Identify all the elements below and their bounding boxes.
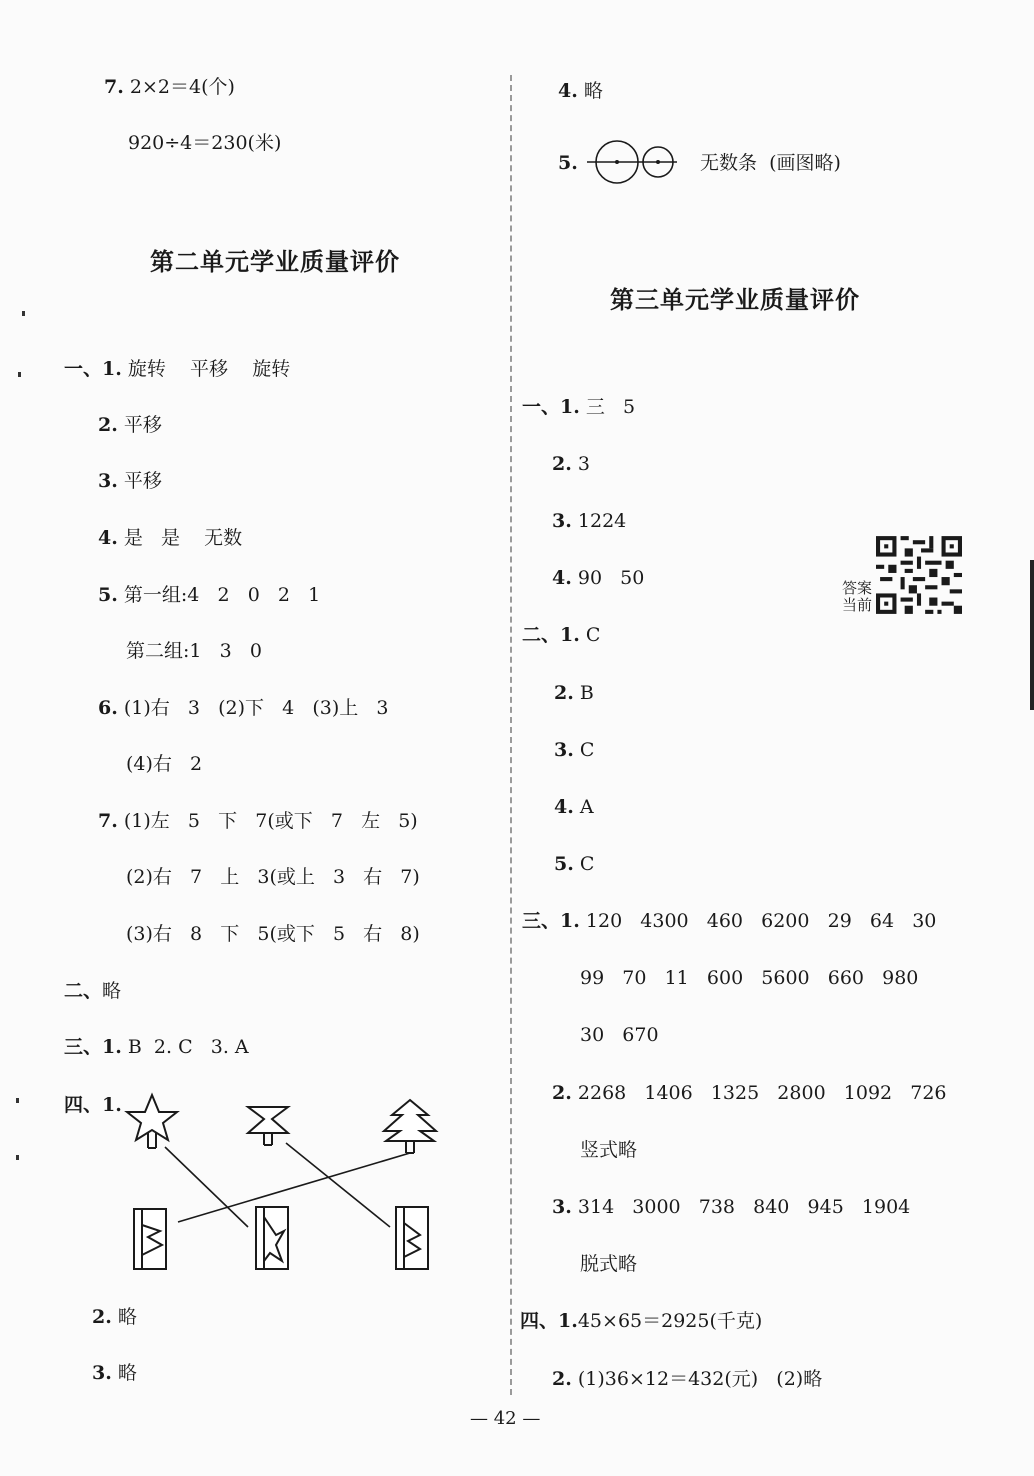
answer-line: 4. 略	[558, 80, 603, 102]
answer-line: 7. (1)左 5 下 7(或下 7 左 5)	[98, 810, 418, 832]
column-divider	[510, 75, 512, 1395]
answer-line: 5.	[558, 152, 578, 174]
answer-line: 2. 2268 1406 1325 2800 1092 726	[552, 1082, 947, 1104]
answer-line: 脱式略	[580, 1253, 638, 1275]
answer-line: 99 70 11 600 5600 660 980	[580, 967, 919, 989]
answer-line: 二、略	[64, 980, 122, 1002]
qr-label: 答案 当前	[842, 579, 873, 614]
answer-line: 3. 平移	[98, 470, 162, 492]
page-edge-bar	[1030, 560, 1034, 710]
answer-line: 四、1.45×65＝2925(千克)	[520, 1310, 763, 1332]
answer-line: 2. (1)36×12＝432(元) (2)略	[552, 1368, 823, 1390]
answer-line: 2. 3	[552, 453, 590, 475]
answer-line: 二、1. C	[522, 624, 601, 646]
folded-paper-2	[256, 1207, 288, 1269]
answer-line: (3)右 8 下 5(或下 5 右 8)	[126, 923, 420, 945]
answer-line: 三、1. B 2. C 3. A	[64, 1036, 249, 1058]
section-title-unit-2: 第二单元学业质量评价	[150, 247, 400, 276]
page-number: — 42 —	[470, 1408, 541, 1429]
scan-mark	[22, 311, 25, 316]
answer-line: 5. 第一组:4 2 0 2 1	[98, 584, 321, 606]
answer-line: 6. (1)右 3 (2)下 4 (3)上 3	[98, 697, 389, 719]
answer-line: 3. 略	[92, 1362, 137, 1384]
answer-line: 30 670	[580, 1024, 659, 1046]
answer-line: (4)右 2	[126, 753, 203, 775]
answer-line: 3. 314 3000 738 840 945 1904	[552, 1196, 911, 1218]
circles-figure	[585, 140, 685, 190]
answer-line: 7. 2×2＝4(个)	[104, 76, 235, 98]
tree-shape	[384, 1100, 436, 1141]
answer-line: 2. 平移	[98, 414, 162, 436]
answer-line: 3. C	[554, 739, 595, 761]
scan-mark	[16, 1155, 19, 1160]
answer-line: 2. B	[554, 682, 594, 704]
star-shape	[127, 1095, 177, 1140]
qr-code-icon[interactable]	[876, 536, 962, 614]
answer-line: 4. A	[554, 796, 594, 818]
answer-line: 920÷4＝230(米)	[128, 132, 282, 154]
answer-line: (2)右 7 上 3(或上 3 右 7)	[126, 866, 420, 888]
answer-line: 竖式略	[580, 1139, 638, 1161]
hourglass-shape	[248, 1107, 288, 1133]
answer-line: 4. 是 是 无数	[98, 527, 243, 549]
answer-line: 第二组:1 3 0	[126, 640, 262, 662]
answer-line: 2. 略	[92, 1306, 137, 1328]
scan-mark	[18, 372, 21, 377]
section-title-unit-3: 第三单元学业质量评价	[610, 285, 860, 314]
answer-line: 四、1.	[64, 1094, 122, 1116]
answer-line: 4. 90 50	[552, 567, 645, 589]
answer-line: 一、1. 三 5	[522, 396, 636, 418]
answer-line: 3. 1224	[552, 510, 627, 532]
match-line	[165, 1147, 248, 1227]
scan-mark	[16, 1098, 19, 1103]
shape-matching-figure	[120, 1085, 450, 1280]
answer-line: 5. C	[554, 853, 595, 875]
match-line	[178, 1153, 410, 1222]
answer-line: 一、1. 旋转 平移 旋转	[64, 358, 291, 380]
answer-line: 无数条 (画图略)	[700, 152, 841, 174]
answer-line: 三、1. 120 4300 460 6200 29 64 30	[522, 910, 937, 932]
